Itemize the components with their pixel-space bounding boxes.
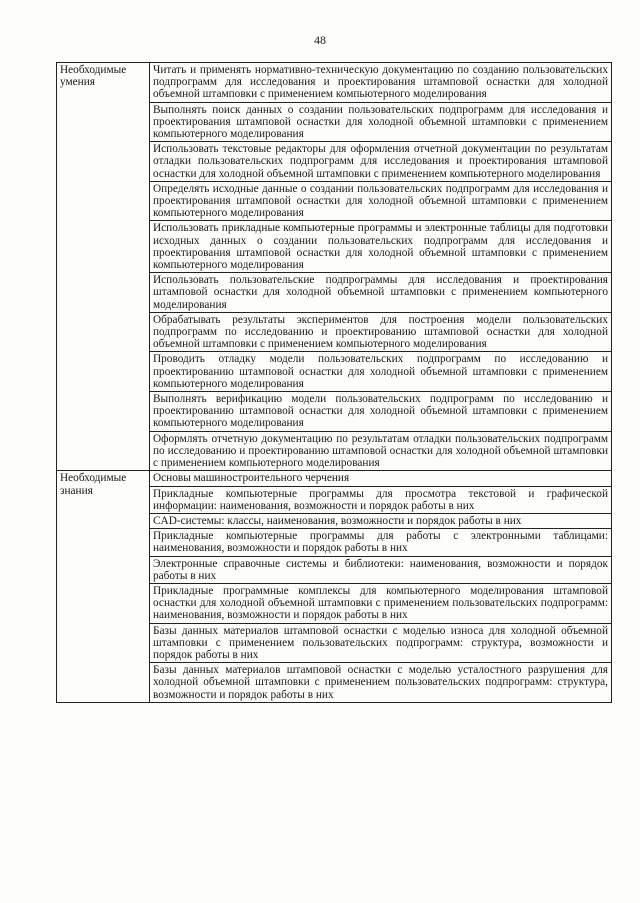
- requirement-item: Определять исходные данные о создании пользовательских подпрограмм для исследования и проектирования штамповой оснастки для холодной объемной штамповки с применением компьютерного моделирования: [150, 181, 612, 221]
- requirement-item: Основы машиностроительного черчения: [150, 471, 612, 486]
- requirement-item: Выполнять поиск данных о создании пользовательских подпрограмм для исследования и проектирования штамповой оснастки для холодной объемной штамповки с применением компьютерного моделирования: [150, 102, 612, 142]
- section-label: Необходимые знания: [57, 471, 150, 702]
- requirement-item: Оформлять отчетную документацию по результатам отладки пользовательских подпрограмм по исследованию и проектированию штамповой оснастки для холодной объемной штамповки с применением компьютерного моделирования: [150, 431, 612, 471]
- requirements-table: [56, 62, 612, 703]
- requirement-item: Прикладные компьютерные программы для работы с электронными таблицами: наименования, возможности и порядок работы в них: [150, 529, 612, 556]
- requirement-item: Использовать пользовательские подпрограммы для исследования и проектирования штамповой оснастки для холодной объемной штамповки с применением компьютерного моделирования: [150, 273, 612, 313]
- section-label: Необходимые умения: [57, 63, 150, 471]
- page-number: 48: [314, 33, 326, 47]
- requirement-item: Читать и применять нормативно-техническую документацию по созданию пользовательских подпрограмм для исследования и проектирования штамповой оснастки для холодной объемной штамповки с применением компьютерного моделирования: [150, 63, 612, 103]
- requirement-item: Базы данных материалов штамповой оснастки с моделью усталостного разрушения для холодной объемной штамповки с применением пользовательских подпрограмм: структура, возможности и порядок работы в них: [150, 663, 612, 703]
- table-row: [57, 471, 612, 486]
- requirement-item: Выполнять верификацию модели пользовательских подпрограмм по исследованию и проектированию штамповой оснастки для холодной объемной штамповки с применением компьютерного моделирования: [150, 392, 612, 432]
- requirement-item: Использовать прикладные компьютерные программы и электронные таблицы для подготовки исходных данных о создании пользовательских подпрограмм для исследования и проектирования штамповой оснастки для холодной объемной штамповки с применением компьютерного моделирования: [150, 221, 612, 273]
- table-row: [57, 63, 612, 103]
- requirement-item: Электронные справочные системы и библиотеки: наименования, возможности и порядок работы в них: [150, 556, 612, 583]
- requirement-item: Обрабатывать результаты экспериментов для построения модели пользовательских подпрограмм по исследованию и проектированию штамповой оснастки для холодной объемной штамповки с применением компьютерного моделирования: [150, 312, 612, 352]
- requirement-item: Использовать текстовые редакторы для оформления отчетной документации по результатам отладки пользовательских подпрограмм для исследования и проектирования штамповой оснастки для холодной объемной штамповки с применением компьютерного моделирования: [150, 142, 612, 182]
- requirement-item: Прикладные программные комплексы для компьютерного моделирования штамповой оснастки для холодной объемной штамповки с применением пользовательских подпрограмм: наименования, возможности и порядок работы в них: [150, 583, 612, 623]
- requirement-item: CAD-системы: классы, наименования, возможности и порядок работы в них: [150, 513, 612, 528]
- requirement-item: Проводить отладку модели пользовательских подпрограмм по исследованию и проектированию штамповой оснастки для холодной объемной штамповки с применением компьютерного моделирования: [150, 352, 612, 392]
- requirement-item: Базы данных материалов штамповой оснастки с моделью износа для холодной объемной штамповки с применением пользовательских подпрограмм: структура, возможности и порядок работы в них: [150, 623, 612, 663]
- requirement-item: Прикладные компьютерные программы для просмотра текстовой и графической информации: наименования, возможности и порядок работы в них: [150, 486, 612, 513]
